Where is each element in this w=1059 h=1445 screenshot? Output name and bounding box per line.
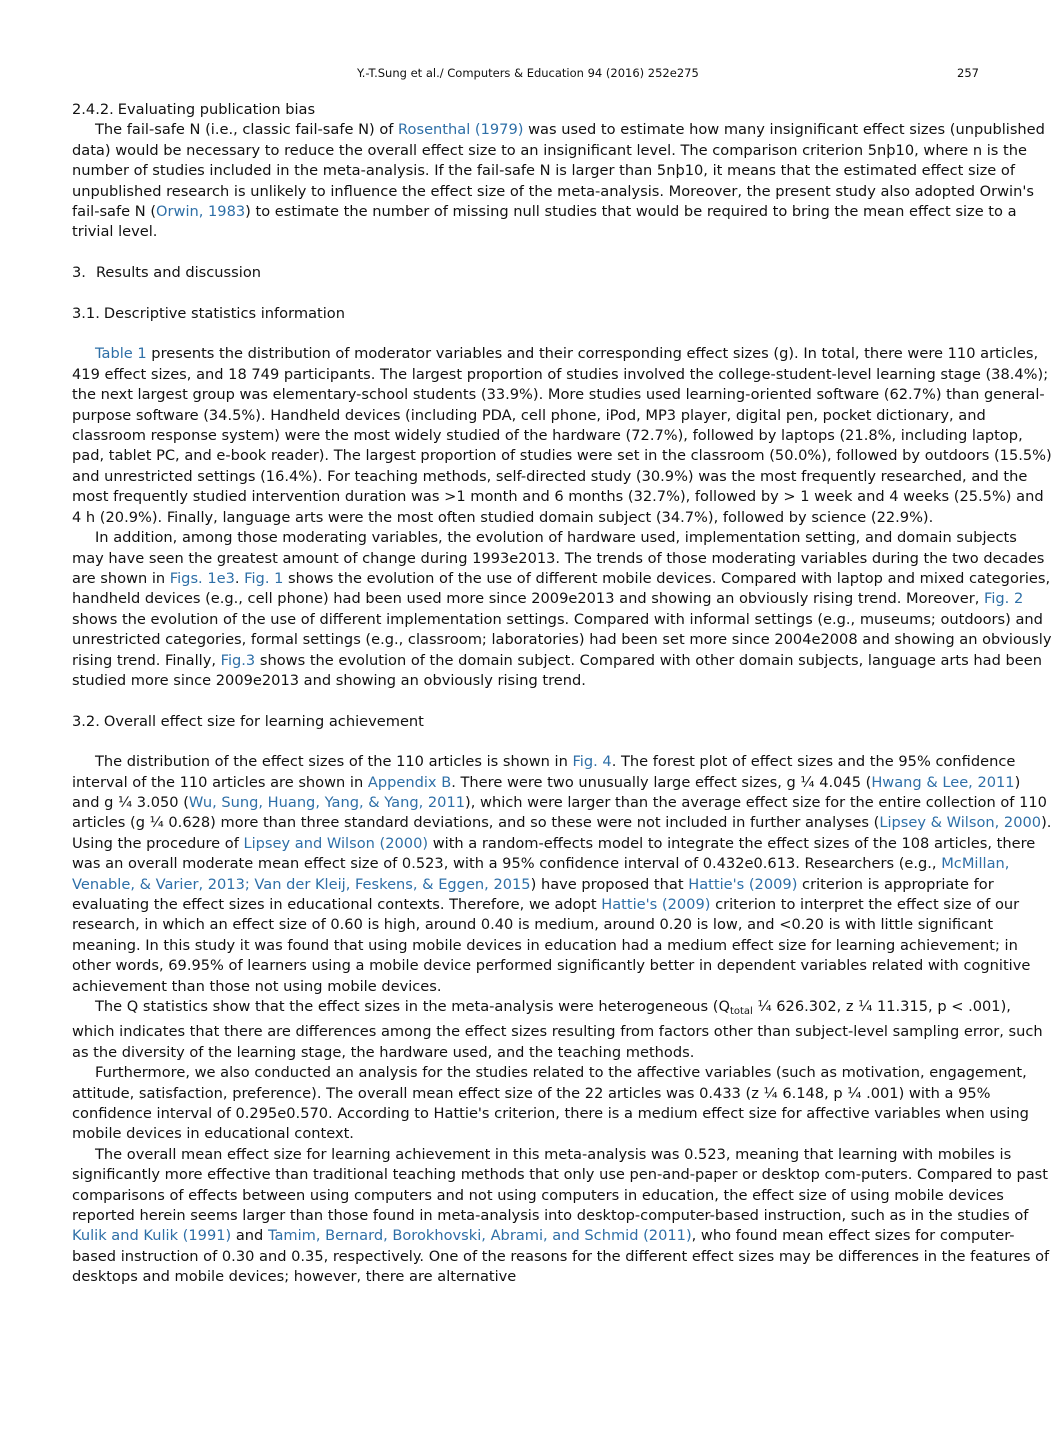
table-link[interactable]: Table 1 bbox=[95, 345, 147, 363]
citation-link[interactable]: Hwang & Lee, 2011 bbox=[871, 773, 1015, 791]
citation-link[interactable]: Hattie's (2009) bbox=[601, 895, 711, 913]
citation-link[interactable]: Rosenthal (1979) bbox=[398, 121, 524, 139]
section-heading-3: 3. Results and discussion bbox=[72, 264, 262, 282]
figure-link[interactable]: Fig. 1 bbox=[244, 569, 284, 587]
figure-link[interactable]: Figs. 1e3 bbox=[169, 569, 235, 587]
running-title: Y.-T.Sung et al./ Computers & Education 94 (2016) 252e275 bbox=[357, 66, 699, 80]
article-body bbox=[72, 100, 1052, 1288]
running-head bbox=[0, 66, 1059, 82]
page-number: 257 bbox=[957, 66, 979, 80]
citation-link[interactable]: Hattie's (2009) bbox=[688, 875, 798, 893]
figure-link[interactable]: Fig.3 bbox=[220, 651, 256, 669]
paragraph: The overall mean effect size for learning achievement in this meta-analysis was 0.523, meaning that learning with mobiles is significantly more effective than traditional teaching methods that only use pen-and-paper or desktop com-puters. Compared to past comparisons of effects between using computers and not using computers in education, the effect size of using mobile devices reported herein seems larger than those found in meta-analysis into desktop-computer-based instruction, such as in the studies of Kulik and Kulik (1991) and Tamim, Bernard, Borokhovski, Abrami, and Schmid (2011), who found mean effect sizes for computer-based instruction of 0.30 and 0.35, respectively. One of the reasons for the different effect sizes may be differences in the features of desktops and mobile devices; however, there are alternative bbox=[72, 1145, 1050, 1286]
paragraph: The distribution of the effect sizes of the 110 articles is shown in Fig. 4. The forest plot of effect sizes and the 95% confidence interval of the 110 articles are shown in Appendix B. There were two unusually large effect sizes, g ¼ 4.045 (Hwang & Lee, 2011) and g ¼ 3.050 (Wu, Sung, Huang, Yang, & Yang, 2011), which were larger than the average effect size for the entire collection of 110 articles (g ¼ 0.628) more than three standard deviations, and so these were not included in further analyses (Lipsey & Wilson, 2000). Using the procedure of Lipsey and Wilson (2000) with a random-effects model to integrate the effect sizes of the 108 articles, there was an overall moderate mean effect size of 0.523, with a 95% confidence interval of 0.432e0.613. Researchers (e.g., McMillan, Venable, & Varier, 2013; Van der Kleij, Feskens, & Eggen, 2015) have proposed that Hattie's (2009) criterion is appropriate for evaluating the effect sizes in educational contexts. Therefore, we adopt Hattie's (2009) criterion to interpret the effect size of our research, in which an effect size of 0.60 is high, around 0.40 is medium, around 0.20 is low, and <0.20 is with little significant meaning. In this study it was found that using mobile devices in education had a medium effect size for learning achievement; in other words, 69.95% of learners using a mobile device performed significantly better in dependent variables related with cognitive achievement than those not using mobile devices. bbox=[72, 753, 1052, 995]
citation-link[interactable]: Orwin, 1983 bbox=[156, 203, 246, 221]
citation-link[interactable]: Lipsey & Wilson, 2000 bbox=[879, 814, 1042, 832]
paragraph: Table 1 presents the distribution of moderator variables and their corresponding effect sizes (g). In total, there were 110 articles, 419 effect sizes, and 18 749 participants. The largest proportion of studies involved the college-student-level learning stage (38.4%); the next largest group was elementary-school students (33.9%). More studies used learning-oriented software (62.7%) than general-purpose software (34.5%). Handheld devices (including PDA, cell phone, iPod, MP3 player, digital pen, pocket dictionary, and classroom response system) were the most widely studied of the hardware (72.7%), followed by laptops (21.8%, including laptop, pad, tablet PC, and e-book reader). The largest proportion of studies were set in the classroom (50.0%), followed by outdoors (15.5%) and unrestricted settings (16.4%). For teaching methods, self-directed study (30.9%) was the most frequently researched, and the most frequently studied intervention duration was >1 month and 6 months (32.7%), followed by > 1 week and 4 weeks (25.5%) and 4 h (20.9%). Finally, language arts were the most often studied domain subject (34.7%), followed by science (22.9%). bbox=[72, 345, 1052, 526]
paragraph: Furthermore, we also conducted an analysis for the studies related to the affective variables (such as motivation, engagement, attitude, satisfaction, preference). The overall mean effect size of the 22 articles was 0.433 (z ¼ 6.148, p ¼ .001) with a 95% confidence interval of 0.295e0.570. According to Hattie's criterion, there is a medium effect size for affective variables when using mobile devices in educational context. bbox=[72, 1064, 1029, 1143]
citation-link[interactable]: Wu, Sung, Huang, Yang, & Yang, 2011 bbox=[188, 793, 466, 811]
citation-link[interactable]: Tamim, Bernard, Borokhovski, Abrami, and Schmid (2011) bbox=[267, 1227, 692, 1245]
paragraph: The Q statistics show that the effect sizes in the meta-analysis were heterogeneous ($Q_{total}$ ¼ 626.302, z ¼ 11.315, p < .001), which indicates that there are differences among the effect sizes resulting from factors other than subject-level sampling error, such as the diversity of the learning stage, the hardware used, and the teaching methods. bbox=[72, 998, 1043, 1061]
figure-link[interactable]: Fig. 2 bbox=[984, 590, 1024, 608]
paragraph: The fail-safe N (i.e., classic fail-safe N) of Rosenthal (1979) was used to estimate how many insignificant effect sizes (unpublished data) would be necessary to reduce the overall effect size to an insignificant level. The comparison criterion 5nþ10, where n is the number of studies included in the meta-analysis. If the fail-safe N is larger than 5nþ10, it means that the estimated effect size of unpublished research is unlikely to influence the effect size of the meta-analysis. Moreover, the present study also adopted Orwin's fail-safe N (Orwin, 1983) to estimate the number of missing null studies that would be required to bring the mean effect size to a trivial level. bbox=[72, 121, 1045, 241]
section-heading-2-4-2: 2.4.2. Evaluating publication bias bbox=[72, 101, 316, 118]
section-heading-3-2: 3.2. Overall effect size for learning achievement bbox=[72, 712, 424, 730]
appendix-link[interactable]: Appendix B bbox=[367, 773, 452, 791]
citation-link[interactable]: Kulik and Kulik (1991) bbox=[72, 1227, 232, 1245]
section-heading-3-1: 3.1. Descriptive statistics information bbox=[72, 305, 345, 323]
citation-link[interactable]: Lipsey and Wilson (2000) bbox=[243, 834, 429, 852]
paragraph: In addition, among those moderating variables, the evolution of hardware used, implementation setting, and domain subjects may have seen the greatest amount of change during 1993e2013. The trends of those moderating variables during the two decades are shown in Figs. 1e3. Fig. 1 shows the evolution of the use of different mobile devices. Compared with laptop and mixed categories, handheld devices (e.g., cell phone) had been used more since 2009e2013 and showing an obviously rising trend. Moreover, Fig. 2 shows the evolution of the use of different implementation settings. Compared with informal settings (e.g., museums; outdoors) and unrestricted categories, formal settings (e.g., classroom; laboratories) had been set more since 2004e2008 and showing an obviously rising trend. Finally, Fig.3 shows the evolution of the domain subject. Compared with other domain subjects, language arts had been studied more since 2009e2013 and showing an obviously rising trend. bbox=[72, 529, 1052, 689]
figure-link[interactable]: Fig. 4 bbox=[572, 753, 612, 771]
citation-link[interactable]: McMillan, Venable, & Varier, 2013; Van der Kleij, Feskens, & Eggen, 2015 bbox=[72, 855, 1010, 893]
